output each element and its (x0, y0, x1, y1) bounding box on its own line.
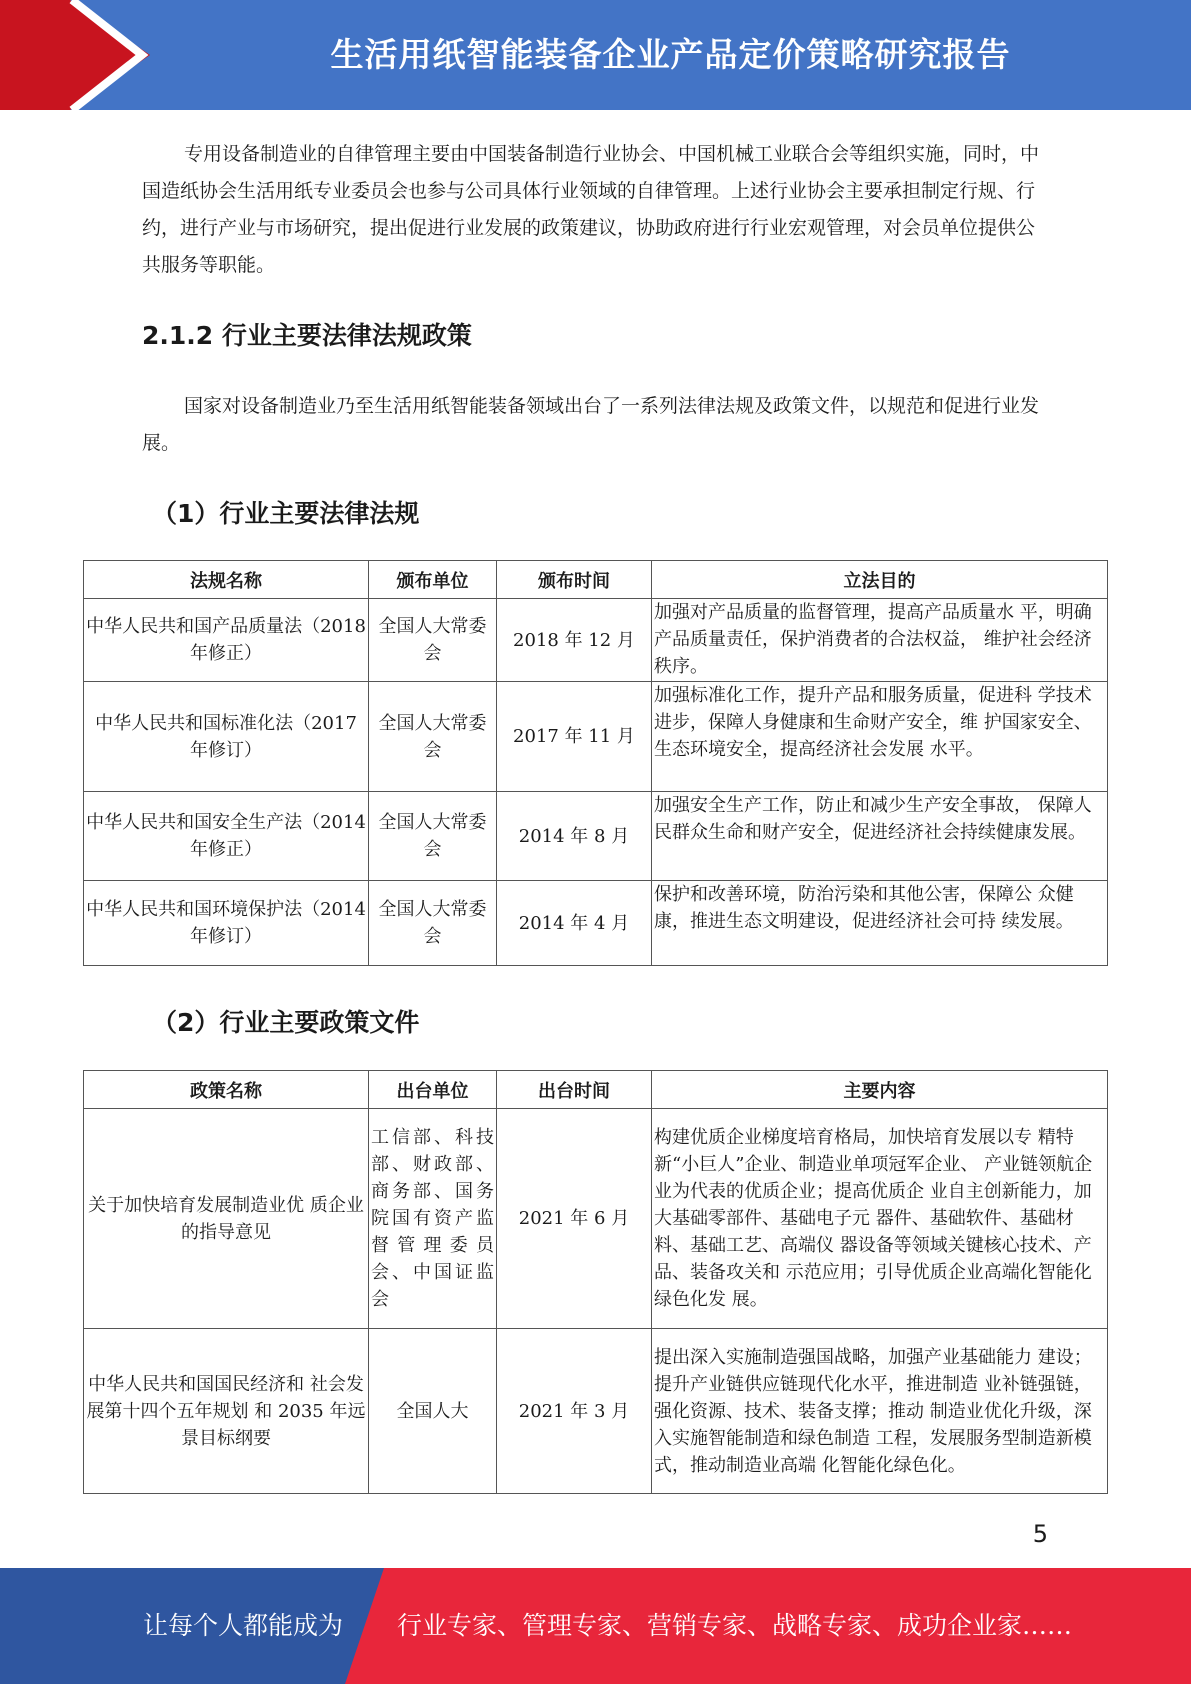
law-issuer: 全国人大常委会 (369, 792, 497, 881)
law-name: 中华人民共和国环境保护法（2014 年修订） (84, 881, 369, 966)
intro-paragraph: 专用设备制造业的自律管理主要由中国装备制造行业协会、中国机械工业联合会等组织实施，同时，中国造纸协会生活用纸专业委员会也参与公司具体行业领域的自律管理。上述行业协会主要承担制定行规、行约，进行产业与市场研究，提出促进行业发展的政策建议，协助政府进行行业宏观管理，对会员单位提供公共服务等职能。 (142, 143, 1040, 276)
section-heading: 2.1.2 行业主要法律法规政策 (142, 321, 472, 350)
law-purpose: 加强标准化工作，提升产品和服务质量，促进科 学技术进步，保障人身健康和生命财产安全，维 护国家安全、生态环境安全，提高经济社会发展 水平。 (652, 682, 1108, 792)
column-header: 出台单位 (369, 1071, 497, 1109)
law-name: 中华人民共和国安全生产法（2014 年修正） (84, 792, 369, 881)
section-paragraph: 国家对设备制造业乃至生活用纸智能装备领域出台了一系列法律法规及政策文件，以规范和促进行业发展。 (142, 395, 1040, 454)
column-header: 立法目的 (652, 561, 1108, 599)
law-date: 2014 年 8 月 (497, 792, 652, 881)
laws-table (83, 560, 1108, 966)
law-issuer: 全国人大常委会 (369, 682, 497, 792)
table-row (84, 599, 1108, 682)
law-purpose: 加强对产品质量的监督管理，提高产品质量水 平，明确产品质量责任，保护消费者的合法权益， 维护社会经济秩序。 (652, 599, 1108, 682)
column-header: 主要内容 (652, 1071, 1108, 1109)
policy-issuer: 全国人大 (369, 1329, 497, 1494)
column-header: 法规名称 (84, 561, 369, 599)
laws-heading: （1）行业主要法律法规 (152, 499, 420, 528)
table-header-row (84, 1071, 1108, 1109)
table-header-row (84, 561, 1108, 599)
page-number: 5 (1032, 1520, 1048, 1548)
policy-issuer: 工信部、科技部、财政部、商务部、国务院国有资产监督管理委员会、中国证监会 (369, 1109, 497, 1329)
policy-content: 提出深入实施制造强国战略，加强产业基础能力 建设；提升产业链供应链现代化水平，推进制造 业补链强链，强化资源、技术、装备支撑；推动 制造业优化升级，深入实施智能制造和绿色制造 工程，发展服务型制造新模式，推动制造业高端 化智能化绿色化。 (652, 1329, 1108, 1494)
header-arrow-decoration (0, 0, 150, 110)
table-row (84, 1329, 1108, 1494)
law-date: 2018 年 12 月 (497, 599, 652, 682)
policies-table (83, 1070, 1108, 1494)
column-header: 政策名称 (84, 1071, 369, 1109)
page-header (0, 0, 1191, 110)
law-purpose: 加强安全生产工作，防止和减少生产安全事故， 保障人民群众生命和财产安全，促进经济社会持续健康发展。 (652, 792, 1108, 881)
policy-date: 2021 年 6 月 (497, 1109, 652, 1329)
table-row (84, 792, 1108, 881)
report-title: 生活用纸智能装备企业产品定价策略研究报告 (330, 35, 1011, 74)
footer-slogan-right: 行业专家、管理专家、营销专家、战略专家、成功企业家…… (397, 1611, 1073, 1640)
law-name: 中华人民共和国标准化法（2017 年修订） (84, 682, 369, 792)
column-header: 出台时间 (497, 1071, 652, 1109)
law-issuer: 全国人大常委会 (369, 881, 497, 966)
law-purpose: 保护和改善环境，防治污染和其他公害，保障公 众健康，推进生态文明建设，促进经济社会可持 续发展。 (652, 881, 1108, 966)
policy-name: 关于加快培育发展制造业优 质企业的指导意见 (84, 1109, 369, 1329)
column-header: 颁布时间 (497, 561, 652, 599)
law-issuer: 全国人大常委会 (369, 599, 497, 682)
policy-content: 构建优质企业梯度培育格局，加快培育发展以专 精特新“小巨人”企业、制造业单项冠军企业、 产业链领航企业为代表的优质企业；提高优质企 业自主创新能力，加大基础零部件、基础电子元 器件、基础软件、基础材料、基础工艺、高端仪 器设备等领域关键核心技术、产品、装备攻关和 示范应用；引导优质企业高端化智能化绿色化发 展。 (652, 1109, 1108, 1329)
table-row (84, 881, 1108, 966)
law-date: 2014 年 4 月 (497, 881, 652, 966)
table-row (84, 1109, 1108, 1329)
page-footer (0, 1568, 1191, 1684)
column-header: 颁布单位 (369, 561, 497, 599)
policy-date: 2021 年 3 月 (497, 1329, 652, 1494)
law-date: 2017 年 11 月 (497, 682, 652, 792)
table-row (84, 682, 1108, 792)
footer-slogan-left: 让每个人都能成为 (143, 1611, 344, 1640)
law-name: 中华人民共和国产品质量法（2018 年修正） (84, 599, 369, 682)
policy-name: 中华人民共和国国民经济和 社会发展第十四个五年规划 和 2035 年远景目标纲要 (84, 1329, 369, 1494)
policies-heading: （2）行业主要政策文件 (152, 1008, 420, 1037)
